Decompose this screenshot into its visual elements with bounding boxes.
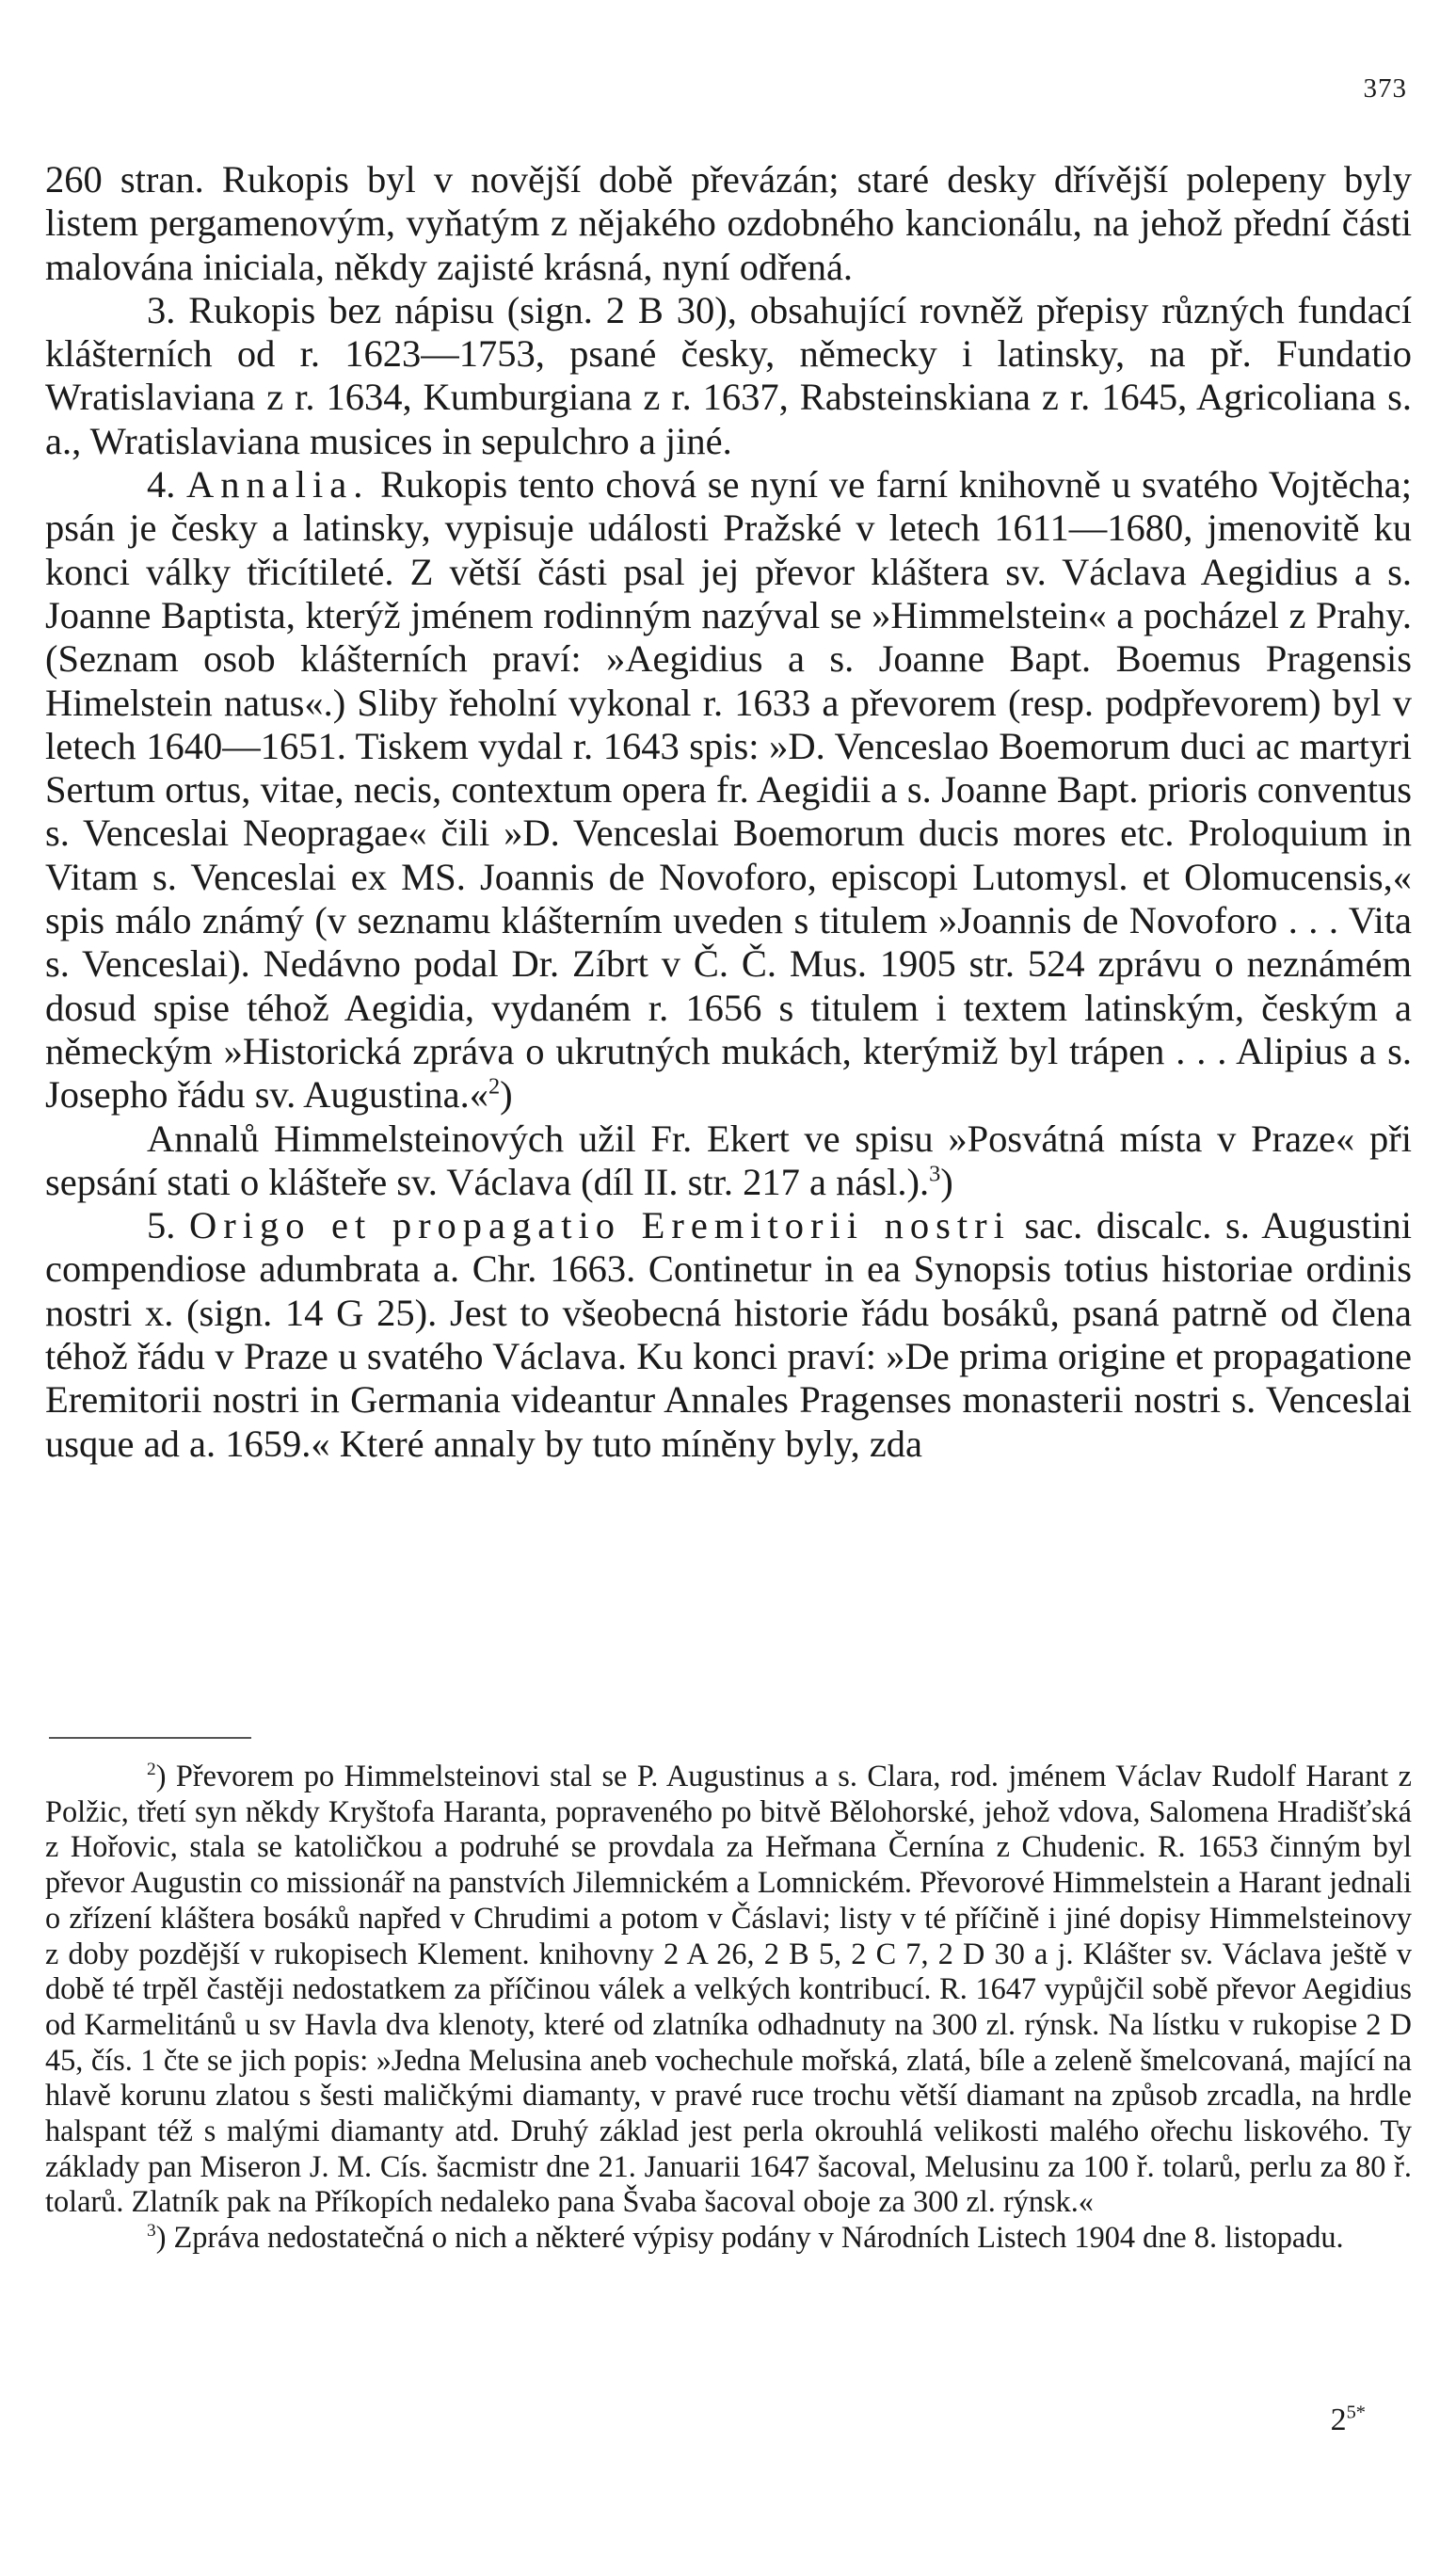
footnote-divider [49,1737,251,1739]
footnote-2-text: ) Převorem po Himmelsteinovi stal se P. Augustinus a s. Clara, rod. jménem Václav Rudolf Harant z Polžic, třetí syn někdy Kryštofa Haranta, popraveného po bitvě Bělohorské, jehož vdova, Salomena Hradišťská z Hořovic, stala se katoličkou a podruhé se provdala za Heřmana Černína z Chudenic. R. 1653 činným byl převor Augustin co missionář na panstvích Jilemnickém a Lomnickém. Převorové Himmelstein a Harant jednali o zřízení kláštera bosáků napřed v Chrudimi a potom v Čáslavi; listy v té příčině i jiné dopisy Himmelsteinovy z doby pozdější v rukopisech Klement. knihovny 2 A 26, 2 B 5, 2 C 7, 2 D 30 a j. Klášter sv. Václava ještě v době té trpěl častěji nedostatkem za příčinou válek a velkých kontribucí. R. 1647 vypůjčil sobě převor Aegidius od Karmelitánů u sv Havla dva klenoty, které od zlatníka odhadnuty na 300 zl. rýnsk. Na lístku v rukopise 2 D 45, čís. 1 čte se jich popis: »Jedna Melusina aneb vochechule mořská, zlatá, bíle a zeleně šmelcovaná, mající na hlavě korunu zlatou s šesti maličkými diamanty, v pravé ruce trochu větší diamant na způsob zrcadla, na hrdle halspant též s malými diamanty atd. Druhý základ jest perla okrouhlá velikosti malého ořechu liskového. Ty základy pan Miseron J. M. Cís. šacmistr dne 21. Januarii 1647 šacoval, Melusinu za 100 ř. tolarů, perlu za 80 ř. tolarů. Zlatník pak na Příkopích nedaleko pana Švaba šacoval oboje za 300 zl. rýnsk.« [45,1759,1412,2219]
footnote-2-mark: 2 [147,1760,156,1780]
paragraph-3-text: Rukopis tento chová se nyní ve farní knihovně u svatého Vojtěcha; psán je česky a latinsky, vypisuje události Pražské v letech 1611—1680, jmenovitě ku konci války třicítileté. Z větší části psal jej převor kláštera sv. Václava Aegidius a s. Joanne Baptista, kterýž jménem rodinným nazýval se »Himmelstein« a pocházel z Prahy. (Seznam osob klášterních praví: »Aegidius a s. Joanne Bapt. Boemus Pragensis Himelstein natus«.) Sliby řeholní vykonal r. 1633 a převorem (resp. podpřevorem) byl v letech 1640—1651. Tiskem vydal r. 1643 spis: »D. Venceslao Boemorum duci ac martyri Sertum ortus, vitae, necis, contextum opera fr. Aegidii a s. Joanne Bapt. prioris conventus s. Venceslai Neopragae« čili »D. Venceslai Boemorum ducis mores etc. Proloquium in Vitam s. Venceslai ex MS. Joannis de Novoforo, episcopi Lutomysl. et Olomucensis,« spis málo známý (v seznamu klášterním uveden s titulem »Joannis de Novoforo . . . Vita s. Venceslai). Nedávno podal Dr. Zíbrt v Č. Č. Mus. 1905 str. 524 zprávu o neznámém dosud spise téhož Aegidia, vydaném r. 1656 s titulem i textem latinským, českým a německým »Historická zpráva o ukrutných mukách, kterýmiž byl trápen . . . Alipius a s. Josepho řádu sv. Augustina.« [45,463,1413,1117]
footnote-3-text: ) Zpráva nedostatečná o nich a některé výpisy podány v Národních Listech 1904 dne 8. listopadu. [155,2220,1344,2255]
paragraph-3-title: Annalia. [186,463,370,506]
paragraph-4-tail: ) [940,1160,953,1203]
footnote-3-mark: 3 [147,2221,156,2242]
footnote-ref-2: 2 [488,1073,501,1100]
paragraph-4-text: Annalů Himmelsteinových užil Fr. Ekert ve spisu »Posvátná místa v Praze« při sepsání stati o klášteře sv. Václava (díl II. str. 217 a násl.). [45,1117,1412,1203]
signature-number: 2 [1330,2403,1347,2437]
paragraph-5-text: sac. discalc. s. Augustini compendiose adumbrata a. Chr. 1663. Continetur in ea Synopsis totius historiae ordinis nostri x. (sign. 14 G 25). Jest to všeobecná historie řádu bosáků, psaná patrně od člena téhož řádu v Praze u svatého Václava. Ku konci praví: »De prima origine et propagatione Eremitorii nostri in Germania videantur Annales Pragenses monasterii nostri s. Venceslai usque ad a. 1659.« Které annaly by tuto míněny byly, zda [45,1204,1413,1465]
footnote-ref-3: 3 [929,1161,941,1187]
paragraph-1-text: 260 stran. Rukopis byl v novější době převázán; staré desky dřívější polepeny byly listem pergamenovým, vyňatým z nějakého ozdobného kancionálu, na jehož přední části malována iniciala, někdy zajisté krásná, nyní odřená. [45,158,1412,288]
main-text [45,158,1412,1466]
footnote-2 [45,1759,1412,2220]
signature-sup: 5* [1346,2402,1366,2423]
paragraph-5 [45,1204,1412,1466]
page-number: 373 [1363,73,1407,104]
paragraph-1 [45,158,1412,289]
printer-signature [1331,2403,1366,2438]
paragraph-2 [45,289,1412,463]
paragraph-5-title: Origo et propagatio Eremitorii nostri [188,1204,1011,1247]
paragraph-4 [45,1117,1412,1205]
footnotes [45,1759,1412,2256]
paragraph-2-text: 3. Rukopis bez nápisu (sign. 2 B 30), obsahující rovněž přepisy různých fundací klášterních od r. 1623—1753, psané česky, německy i latinsky, na př. Fundatio Wratislaviana z r. 1634, Kumburgiana z r. 1637, Rabsteinskiana z r. 1645, Agricoliana s. a., Wratislaviana musices in sepulchro a jiné. [45,288,1412,462]
paragraph-3-number: 4. [147,463,176,506]
paragraph-3-tail: ) [500,1073,513,1117]
paragraph-3 [45,463,1412,1117]
footnote-3 [45,2220,1412,2256]
paragraph-5-number: 5. [147,1204,176,1247]
